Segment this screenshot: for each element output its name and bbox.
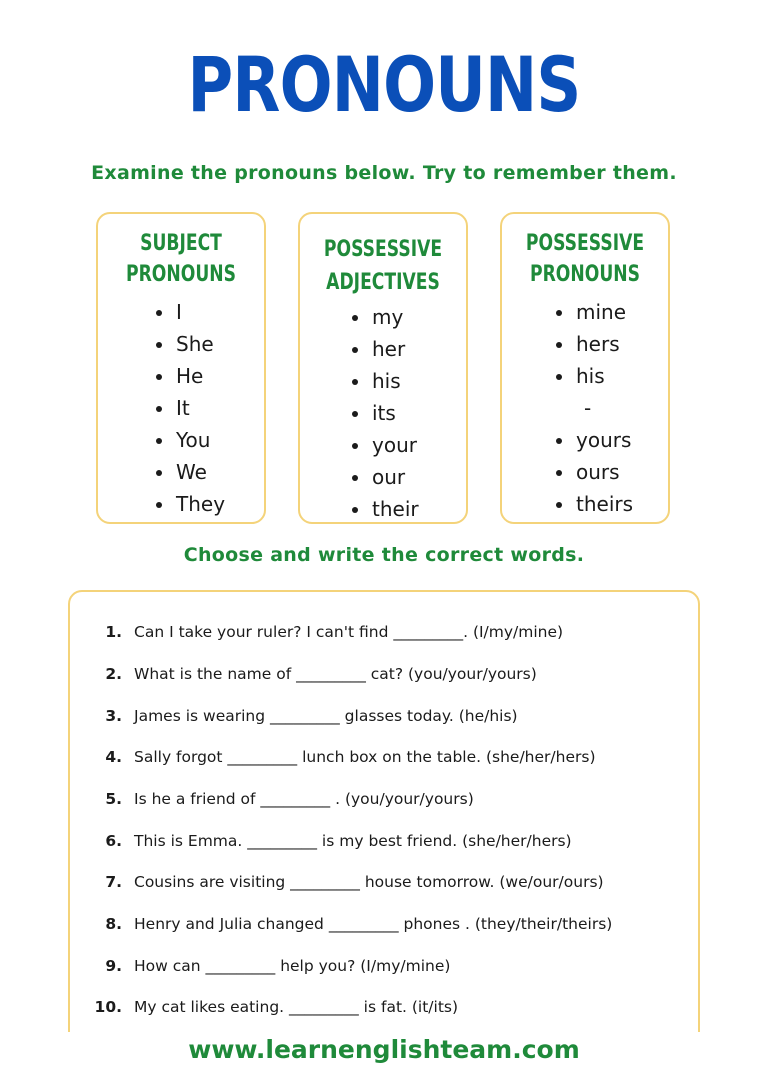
question-number: 3. xyxy=(105,707,122,725)
question-text: Can I take your ruler? I can't find _________. (I/my/mine) xyxy=(134,623,564,641)
question-number: 5. xyxy=(105,790,122,808)
question-number: 2. xyxy=(105,665,122,683)
question-text: What is the name of _________ cat? (you/your/yours) xyxy=(134,665,537,683)
website-footer xyxy=(0,1032,768,1068)
question-number: 10. xyxy=(94,998,122,1016)
list-item: her xyxy=(350,333,419,365)
instruction-choose: Choose and write the correct words. xyxy=(183,544,585,566)
list-item: hers xyxy=(554,328,633,360)
card-possessive-pronouns xyxy=(500,212,670,524)
question-text: This is Emma. _________ is my best friend. (she/her/hers) xyxy=(134,832,572,850)
list-item: mine xyxy=(554,296,633,328)
card-title-line2: PRONOUNS xyxy=(125,262,236,287)
list-item: his xyxy=(350,365,419,397)
pronoun-list xyxy=(154,296,225,520)
question-number: 4. xyxy=(105,748,122,766)
list-item: I xyxy=(154,296,225,328)
question-text: How can _________ help you? (I/my/mine) xyxy=(134,957,451,975)
list-item: my xyxy=(350,301,419,333)
question-number: 1. xyxy=(105,623,122,641)
list-item: She xyxy=(154,328,225,360)
list-item: our xyxy=(350,461,419,493)
question-text: Henry and Julia changed _________ phones . (they/their/theirs) xyxy=(134,915,613,933)
page-title: PRONOUNS xyxy=(187,40,581,129)
card-subject-pronouns xyxy=(96,212,266,524)
card-title-line1: POSSESSIVE xyxy=(323,237,443,262)
question-text: Sally forgot _________ lunch box on the table. (she/her/hers) xyxy=(134,748,596,766)
list-item: We xyxy=(154,456,225,488)
pronoun-list xyxy=(554,296,633,520)
list-item: They xyxy=(154,488,225,520)
pronoun-list xyxy=(350,301,419,525)
card-title-line1: POSSESSIVE xyxy=(525,231,645,256)
question-number: 6. xyxy=(105,832,122,850)
question-number: 7. xyxy=(105,873,122,891)
website-url: www.learnenglishteam.com xyxy=(182,1035,586,1064)
card-title-line2: PRONOUNS xyxy=(529,262,640,287)
instruction-examine: Examine the pronouns below. Try to remember them. xyxy=(91,162,677,184)
question-number: 8. xyxy=(105,915,122,933)
list-item-dash: - xyxy=(584,396,592,420)
list-item: You xyxy=(154,424,225,456)
question-text: James is wearing _________ glasses today. (he/his) xyxy=(134,707,518,725)
list-item: its xyxy=(350,397,419,429)
card-possessive-adjectives xyxy=(298,212,468,524)
list-item: It xyxy=(154,392,225,424)
list-item: theirs xyxy=(554,488,633,520)
list-item: He xyxy=(154,360,225,392)
exercise-box xyxy=(68,590,700,1048)
card-title-line2: ADJECTIVES xyxy=(326,270,440,295)
list-item: ours xyxy=(554,456,633,488)
list-item: his xyxy=(554,360,633,392)
list-item: their xyxy=(350,493,419,525)
question-text: Cousins are visiting _________ house tomorrow. (we/our/ours) xyxy=(134,873,604,891)
question-text: Is he a friend of _________ . (you/your/yours) xyxy=(134,790,474,808)
question-text: My cat likes eating. _________ is fat. (it/its) xyxy=(134,998,459,1016)
question-number: 9. xyxy=(105,957,122,975)
card-title-line1: SUBJECT xyxy=(140,231,222,256)
list-item: your xyxy=(350,429,419,461)
list-item: yours xyxy=(554,424,633,456)
